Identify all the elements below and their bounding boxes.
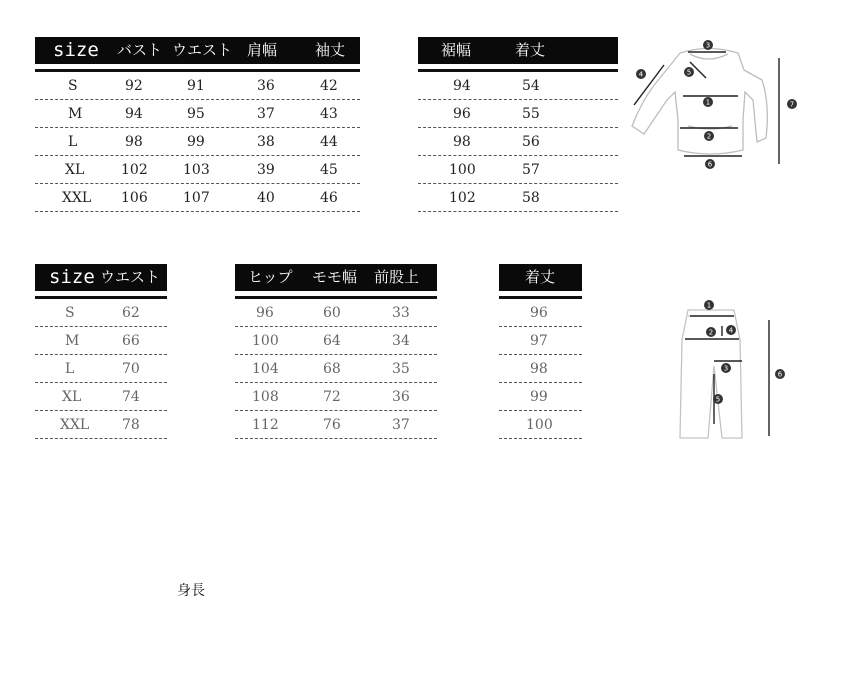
cell: 94 [125,106,143,122]
height-caption: 身長 [177,583,205,599]
marker-label: 2 [708,328,714,337]
cell: 60 [323,305,341,321]
marker-label: 4 [638,70,644,79]
cell: XXL [62,190,92,206]
cell: 112 [252,417,279,433]
cell: XL [65,162,85,178]
marker-label: 1 [705,98,711,107]
cell: 102 [121,162,148,178]
table-row [35,299,167,327]
header-size: size [53,39,99,61]
header-shoulder: 肩幅 [247,41,278,59]
cell: 98 [453,134,471,150]
table-row [499,299,582,327]
marker-label: 3 [723,364,729,373]
header-bust: バスト [117,41,163,59]
cell: 57 [522,162,540,178]
marker-label: 5 [686,68,692,77]
cell: 44 [320,134,338,150]
header-hip: ヒップ [248,268,293,286]
cell: L [68,134,78,150]
header-length: 着丈 [525,268,556,286]
cell: 102 [449,190,476,206]
marker-label: 5 [715,395,721,404]
cell: 36 [257,78,275,94]
header-length: 着丈 [515,41,546,59]
table-row [35,100,360,128]
cell: 55 [522,106,540,122]
header-thigh: モモ幅 [312,268,358,286]
table-row [235,383,437,411]
table-header [35,264,167,291]
marker-label: 6 [707,160,713,169]
cell: XXL [60,417,90,433]
jacket-measurement-diagram [620,38,810,173]
table-row [35,383,167,411]
table-header [235,264,437,291]
cell: 42 [320,78,338,94]
table-row [35,184,360,212]
marker-label: 6 [777,370,783,379]
cell: 103 [183,162,210,178]
cell: 70 [122,361,140,377]
cell: 72 [323,389,341,405]
table-row [418,128,618,156]
header-front-rise: 前股上 [374,268,420,286]
cell: 66 [122,333,140,349]
cell: 36 [392,389,410,405]
table-row [499,383,582,411]
table-row [499,411,582,439]
cell: 96 [256,305,274,321]
cell: 94 [453,78,471,94]
table-row [35,327,167,355]
table-header [418,37,618,64]
cell: 33 [392,305,410,321]
table-row [35,355,167,383]
table-row [499,327,582,355]
cell: 104 [252,361,279,377]
cell: 58 [522,190,540,206]
table-row [418,72,618,100]
cell: 40 [257,190,275,206]
cell: 37 [392,417,410,433]
cell: L [65,361,75,377]
cell: 56 [522,134,540,150]
cell: 76 [323,417,341,433]
cell: 100 [252,333,279,349]
cell: 96 [453,106,471,122]
table-header [35,37,360,64]
cell: 74 [122,389,140,405]
cell: 97 [530,333,548,349]
cell: 62 [122,305,140,321]
cell: 54 [522,78,540,94]
cell: 91 [187,78,205,94]
cell: 38 [257,134,275,150]
table-row [418,100,618,128]
cell: 78 [122,417,140,433]
cell: 68 [323,361,341,377]
cell: 108 [252,389,279,405]
cell: 107 [183,190,210,206]
table-row [235,355,437,383]
header-sleeve: 袖丈 [315,41,346,59]
table-header [499,264,582,291]
cell: 106 [121,190,148,206]
cell: 98 [125,134,143,150]
table-row [418,156,618,184]
cell: 37 [257,106,275,122]
table-row [235,327,437,355]
header-waist: ウエスト [100,268,161,286]
cell: M [68,106,83,122]
marker-label: 4 [728,326,734,335]
pants-measurement-diagram [672,296,797,444]
cell: 99 [187,134,205,150]
marker-label: 3 [705,41,711,50]
table-row [235,411,437,439]
marker-label: 2 [706,132,712,141]
cell: 100 [449,162,476,178]
cell: 34 [392,333,410,349]
header-size: size [49,266,95,288]
cell: 43 [320,106,338,122]
table-row [35,72,360,100]
header-hem-width: 裾幅 [441,41,472,59]
table-row [418,184,618,212]
cell: S [68,78,78,94]
table-row [499,355,582,383]
table-row [35,128,360,156]
cell: 64 [323,333,341,349]
cell: 98 [530,361,548,377]
table-row [35,411,167,439]
cell: M [65,333,80,349]
table-row [235,299,437,327]
cell: XL [62,389,82,405]
cell: 35 [392,361,410,377]
cell: 95 [187,106,205,122]
cell: 45 [320,162,338,178]
cell: 92 [125,78,143,94]
cell: 99 [530,389,548,405]
cell: 46 [320,190,338,206]
cell: S [65,305,75,321]
marker-label: 7 [789,100,795,109]
cell: 100 [526,417,553,433]
header-waist: ウエスト [172,41,233,59]
table-row [35,156,360,184]
marker-label: 1 [706,301,712,310]
cell: 39 [257,162,275,178]
cell: 96 [530,305,548,321]
